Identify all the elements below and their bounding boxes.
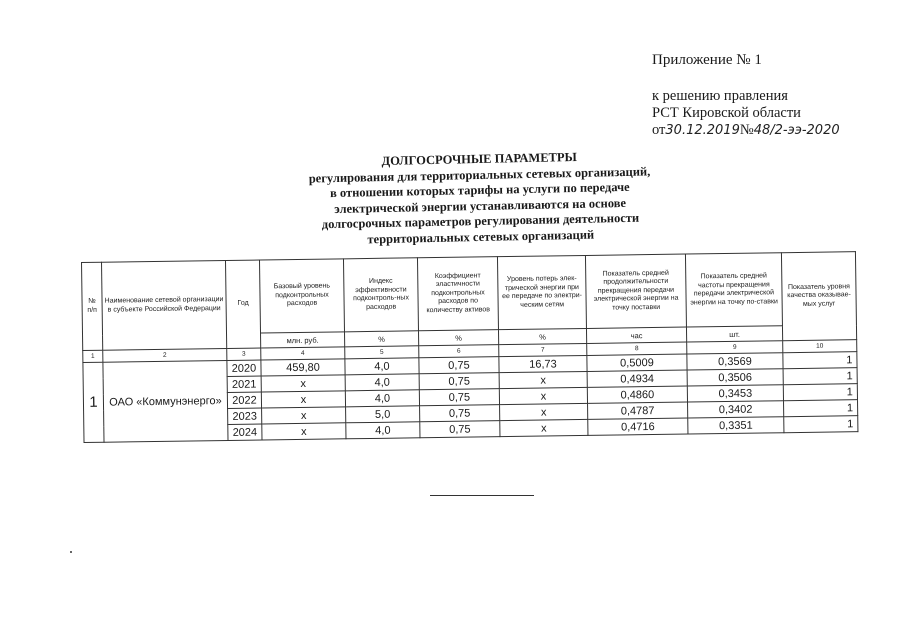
cell-losses: x — [499, 387, 587, 404]
col-header-quality: Показатель уровня качества оказывае-мых услуг — [781, 252, 856, 341]
cell-efficiency-index: 4,0 — [345, 390, 419, 407]
cell-frequency: 0,3569 — [687, 353, 783, 370]
cell-efficiency-index: 4,0 — [345, 358, 419, 375]
cell-base-level: x — [262, 407, 346, 424]
col-header-losses: Уровень потерь элек-трической энергии при ее передаче по электри-ческим сетям — [497, 255, 586, 329]
document-title — [269, 148, 691, 250]
title-line-3: в отношении которых тарифы на услуги по передаче — [329, 179, 630, 201]
cell-year: 2023 — [228, 408, 262, 424]
decision-line-1: к решению правления — [652, 88, 788, 104]
col-header-elasticity: Коэффициент эластичности подконтрольных расходов по количеству активов — [417, 257, 498, 331]
unit-base-level: млн. руб. — [261, 332, 345, 348]
parameters-table — [81, 251, 858, 443]
col-number: 6 — [419, 345, 499, 358]
title-line-1: ДОЛГОСРОЧНЫЕ ПАРАМЕТРЫ — [381, 149, 577, 169]
cell-year: 2024 — [228, 424, 262, 440]
appendix-label: Приложение № 1 — [652, 52, 762, 68]
cell-year: 2022 — [227, 392, 261, 408]
cell-elasticity: 0,75 — [419, 357, 499, 374]
cell-losses: x — [500, 403, 588, 420]
decision-number-sign: № — [739, 122, 754, 138]
cell-elasticity: 0,75 — [419, 373, 499, 390]
cell-frequency: 0,3351 — [688, 417, 784, 434]
cell-year: 2021 — [227, 376, 261, 392]
cell-duration: 0,5009 — [587, 354, 687, 371]
col-number: 3 — [227, 348, 261, 360]
unit-losses: % — [498, 328, 586, 344]
cell-elasticity: 0,75 — [419, 389, 499, 406]
col-header-efficiency-index: Индекс эффективности подконтроль-ных расходов — [343, 258, 418, 332]
title-line-4: электрической энергии устанавливаются на основе — [334, 195, 627, 216]
col-header-number: № п/п — [82, 262, 103, 350]
decision-line-3 — [652, 122, 840, 139]
col-header-duration: Показатель средней продолжительности прекращения передачи электрической энергии на точку поставки — [585, 254, 686, 328]
decision-prefix: от — [652, 122, 666, 138]
organization-name: ОАО «Коммунэнерго» — [103, 360, 228, 442]
cell-elasticity: 0,75 — [420, 421, 500, 438]
unit-elasticity: % — [418, 330, 498, 346]
unit-duration: час — [586, 327, 686, 343]
cell-duration: 0,4716 — [588, 418, 688, 435]
cell-quality: 1 — [784, 400, 858, 417]
unit-efficiency-index: % — [345, 331, 419, 347]
col-number: 1 — [83, 350, 103, 362]
row-number: 1 — [83, 362, 104, 442]
decision-date: 30.12.2019 — [665, 123, 740, 138]
cell-base-level: x — [262, 423, 346, 440]
cell-base-level: 459,80 — [261, 359, 345, 376]
title-line-2: регулирования для территориальных сетевых организаций, — [308, 163, 651, 186]
cell-quality: 1 — [783, 368, 857, 385]
col-header-year: Год — [225, 260, 260, 348]
title-line-5: долгосрочных параметров регулирования деятельности — [321, 210, 640, 232]
cell-frequency: 0,3453 — [687, 385, 783, 402]
col-number: 8 — [587, 342, 687, 355]
cell-base-level: x — [261, 375, 345, 392]
cell-quality: 1 — [784, 416, 858, 433]
cell-losses: x — [500, 419, 588, 436]
cell-quality: 1 — [783, 384, 857, 401]
col-header-organization: Наименование сетевой организации в субъекте Российской Федерации — [102, 260, 227, 350]
cell-frequency: 0,3402 — [688, 401, 784, 418]
col-number: 4 — [261, 347, 345, 360]
cell-frequency: 0,3506 — [687, 369, 783, 386]
cell-efficiency-index: 4,0 — [346, 422, 420, 439]
decision-line-2: РСТ Кировской области — [652, 105, 801, 121]
closing-divider — [430, 495, 534, 496]
col-header-frequency: Показатель средней частоты прекращения передачи электрической энергии на точку по-ставки — [685, 253, 782, 327]
cell-efficiency-index: 4,0 — [345, 374, 419, 391]
cell-efficiency-index: 5,0 — [346, 406, 420, 423]
scan-speck — [70, 551, 72, 553]
col-number: 2 — [103, 348, 227, 362]
col-number: 10 — [783, 340, 857, 353]
cell-base-level: x — [261, 391, 345, 408]
cell-losses: 16,73 — [499, 355, 587, 372]
decision-reference — [652, 88, 840, 139]
cell-duration: 0,4860 — [587, 386, 687, 403]
header-row — [82, 252, 857, 336]
parameters-table-wrapper — [81, 251, 857, 443]
col-number: 9 — [687, 341, 783, 354]
decision-number: 48/2-ээ-2020 — [753, 123, 840, 138]
unit-frequency: шт. — [686, 326, 782, 342]
cell-duration: 0,4934 — [587, 370, 687, 387]
col-number: 5 — [345, 346, 419, 359]
col-header-base-level: Базовый уровень подконтрольных расходов — [259, 259, 344, 333]
cell-losses: x — [499, 371, 587, 388]
col-number: 7 — [499, 343, 587, 356]
cell-elasticity: 0,75 — [420, 405, 500, 422]
cell-quality: 1 — [783, 352, 857, 369]
title-line-6: территориальных сетевых организаций — [367, 227, 595, 246]
cell-duration: 0,4787 — [588, 402, 688, 419]
cell-year: 2020 — [227, 360, 261, 376]
